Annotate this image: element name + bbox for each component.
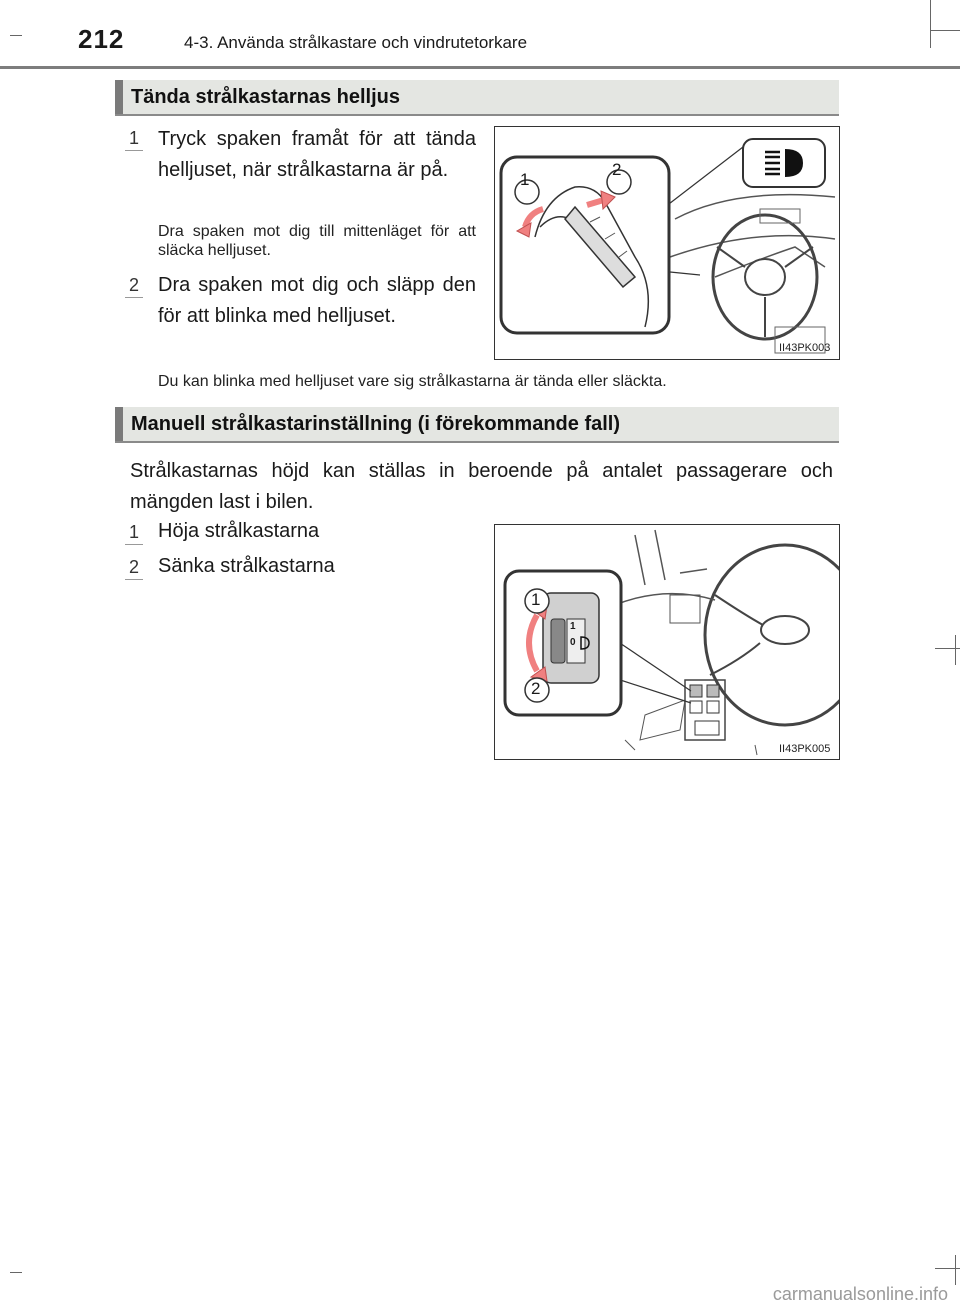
step-1-text: Tryck spaken framåt för att tända helljuset, när strålkastarna är på. — [158, 128, 476, 181]
dial-label-0: 0 — [570, 637, 576, 648]
callout-2: 2 — [612, 160, 622, 179]
section-accent — [115, 407, 123, 441]
item-1-text: Höja strålkastarna — [158, 520, 320, 542]
crop-mark — [955, 635, 956, 665]
figure-code: II43PK003 — [779, 342, 831, 354]
callout-1: 1 — [531, 590, 541, 609]
section-title: Manuell strålkastarinställning (i förekommande fall) — [131, 413, 621, 435]
section-accent — [115, 80, 123, 114]
crop-mark — [955, 1255, 956, 1285]
intro-text: Strålkastarnas höjd kan ställas in beroende på antalet passagerare och mängden last i bilen. — [130, 460, 833, 513]
figure-leveling-dial — [494, 524, 840, 760]
step-number-badge: 1 — [125, 128, 143, 151]
watermark: carmanualsonline.info — [772, 1284, 948, 1304]
note-text: Dra spaken mot dig till mittenläget för att släcka helljuset. — [158, 223, 476, 259]
section-bar-manual-leveling — [115, 407, 839, 443]
item-2-text: Sänka strålkastarna — [158, 555, 335, 577]
header-rule — [0, 66, 960, 69]
section-bar-high-beam — [115, 80, 839, 116]
chapter-title: 4-3. Använda strålkastare och vindrutetorkare — [184, 33, 528, 52]
crop-mark — [930, 30, 960, 31]
dial-label-1: 1 — [570, 621, 576, 632]
crop-mark — [930, 0, 931, 48]
page-number: 212 — [78, 24, 125, 54]
callout-1: 1 — [520, 170, 530, 189]
dial-illustration — [495, 525, 839, 759]
crop-mark — [935, 1268, 960, 1269]
crop-mark — [10, 35, 22, 36]
step-number-badge: 2 — [125, 275, 143, 298]
note-text: Du kan blinka med helljuset vare sig strålkastarna är tända eller släckta. — [158, 373, 667, 390]
figure-code: II43PK005 — [779, 743, 831, 755]
step-2-text: Dra spaken mot dig och släpp den för att blinka med helljuset. — [158, 274, 476, 327]
section-title: Tända strålkastarnas helljus — [131, 86, 401, 108]
figure-headlight-lever — [494, 126, 840, 360]
crop-mark — [10, 1272, 22, 1273]
lever-illustration — [495, 127, 839, 359]
item-number-badge: 1 — [125, 522, 143, 545]
crop-mark — [935, 648, 960, 649]
callout-2: 2 — [531, 679, 541, 698]
item-number-badge: 2 — [125, 557, 143, 580]
